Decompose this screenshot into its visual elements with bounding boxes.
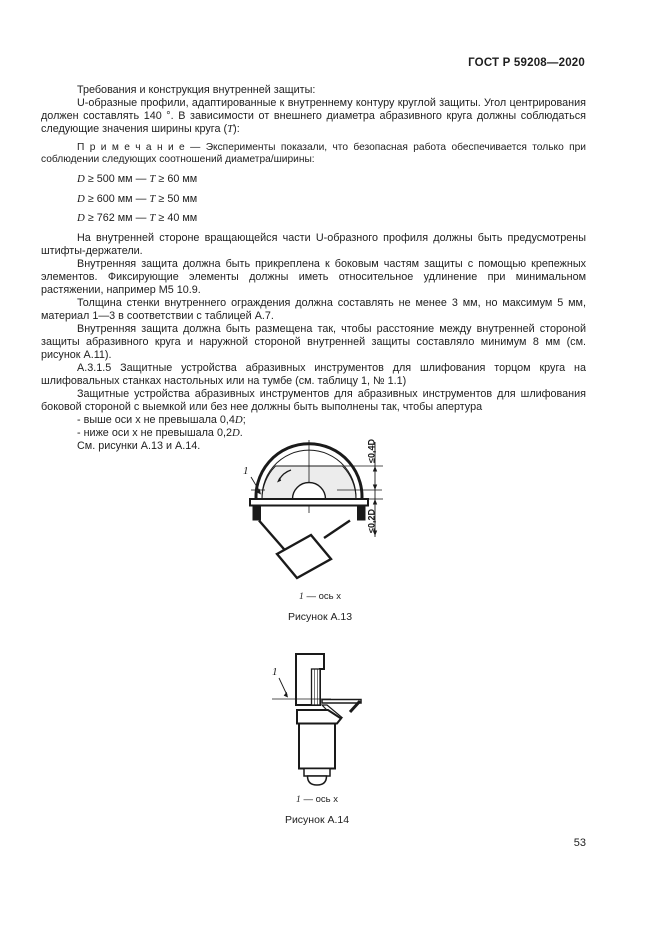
- paragraph-distance: Внутренняя защита должна быть размещена так, чтобы расстояние между внутренней стороной защиты абразивного круга и наружной стороной внутренней защиты составляло минимум 8 мм (см. рисунок А.11).: [41, 323, 586, 362]
- figure-a13-caption: Рисунок А.13: [287, 611, 353, 623]
- spec-line: D ≥ 500 мм — T ≥ 60 мм: [77, 173, 198, 186]
- pedestal-foot: [304, 769, 330, 777]
- pedestal-body: [299, 724, 335, 769]
- figure-a14-caption: Рисунок А.14: [284, 814, 350, 826]
- symbol-T: T: [227, 123, 234, 135]
- discharge-chute: [277, 535, 331, 578]
- figure-a14-drawing: [260, 649, 375, 789]
- dim-label-04d: ≤0,4D: [366, 439, 377, 463]
- note-label: П р и м е ч а н и е: [77, 142, 185, 153]
- paragraph-a315: А.3.1.5 Защитные устройства абразивных инструментов для шлифования торцом круга на шлифовальных станках настольных или на тумбе (см. таблицу 1, № 1.1): [41, 362, 586, 388]
- note-block: [41, 142, 586, 167]
- wheel-cross-section: [311, 669, 320, 705]
- dim-arrow: [373, 466, 377, 472]
- callout-leader-line: [279, 678, 287, 695]
- dim-label-02d: ≤0,2D: [366, 509, 377, 533]
- figure-a14: [252, 649, 382, 826]
- dim-arrow: [373, 499, 377, 505]
- spec-line: D ≥ 600 мм — T ≥ 50 мм: [77, 192, 198, 205]
- paragraph-profiles: U-образные профили, адаптированные к внутреннему контуру круглой защиты. Угол центрирования должен составлять 140 °. В зависимости от внешнего диаметра абразивного круга должны соблюдаться следующие значения ширины круга (T):: [41, 97, 586, 135]
- callout-1: 1: [271, 666, 277, 678]
- figure-a13-legend: 1 — ось x: [299, 591, 341, 602]
- paragraph-intro: Требования и конструкция внутренней защиты:: [77, 84, 316, 96]
- bullet-below-axis: - ниже оси x не превышала 0,2D.: [77, 427, 243, 440]
- mount-block-right: [357, 506, 366, 521]
- work-rest-bar: [250, 499, 368, 506]
- callout-1: 1: [243, 465, 249, 477]
- figure-a14-legend: 1 — ось x: [296, 794, 338, 805]
- bullet-above-axis: - выше оси x не превышала 0,4D;: [77, 414, 246, 427]
- diameter-width-list: [41, 173, 586, 225]
- paragraph-see-figures: См. рисунки А.13 и А.14.: [77, 440, 201, 453]
- body-text: [41, 84, 586, 453]
- work-rest: [322, 700, 361, 704]
- note-text: — Эксперименты показали, что безопасная работа обеспечивается только при соблюдении следующих соотношений диаметра/ширины:: [41, 142, 586, 166]
- paragraph-pins: На внутренней стороне вращающейся части U-образного профиля должны быть предусмотрены штифты-держатели.: [41, 232, 586, 258]
- mount-block-left: [253, 506, 262, 521]
- spec-line: D ≥ 762 мм — T ≥ 40 мм: [77, 212, 198, 225]
- dim-arrow: [373, 485, 377, 491]
- figure-a13: [224, 436, 416, 623]
- paragraph-side-grinding: Защитные устройства абразивных инструментов для абразивных инструментов для шлифования боковой стороной с выемкой или без нее должны быть выполнены так, чтобы апертура: [41, 388, 586, 414]
- hopper-right-wall: [324, 521, 350, 539]
- page-number: 53: [573, 837, 586, 849]
- paragraph-attach: Внутренняя защита должна быть прикреплена к боковым частям защиты с помощью крепежных элементов. Фиксирующие элементы должны иметь относительное удлинение при минимальном растяжении, например М5 10.9.: [41, 258, 586, 297]
- figure-a13-drawing: [224, 436, 416, 586]
- pedestal-foot-round: [307, 776, 326, 785]
- paragraph-thickness: Толщина стенки внутреннего ограждения должна составлять не менее 3 мм, но максимум 5 мм, материал 1—3 в соответствии с таблицей А.7.: [41, 297, 586, 323]
- page-header-doc-code: ГОСТ Р 59208—2020: [468, 57, 585, 69]
